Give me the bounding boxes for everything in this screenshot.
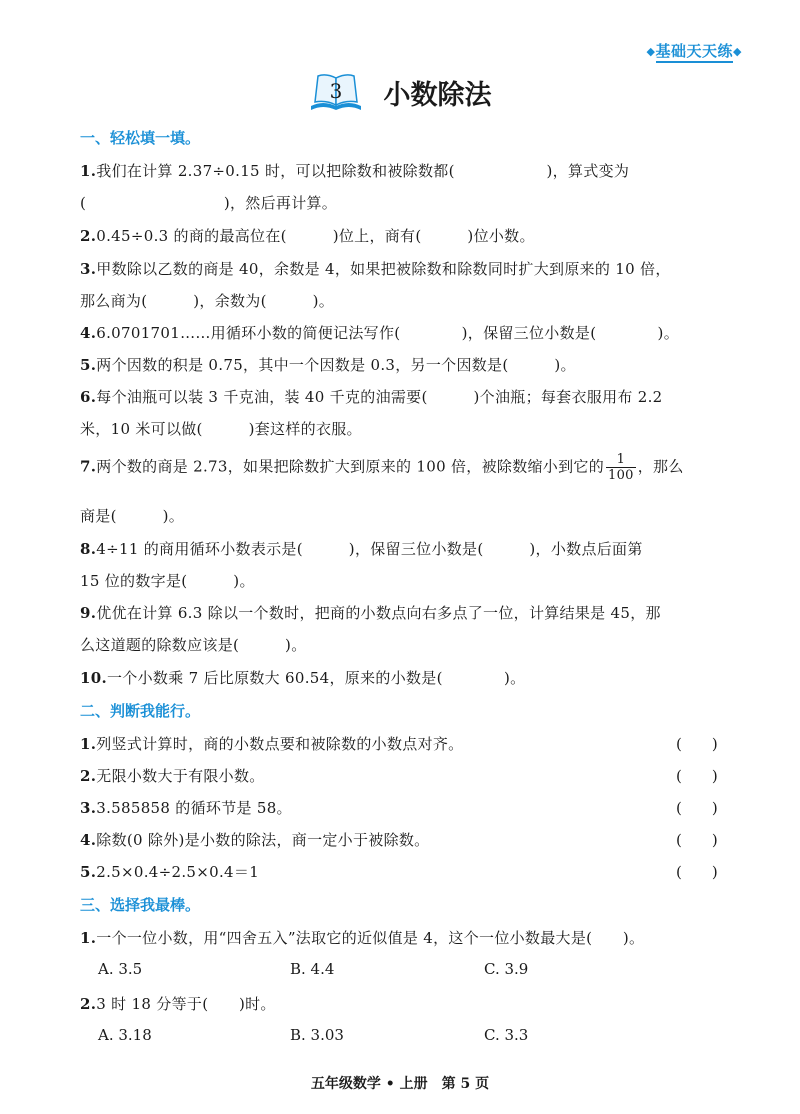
- judge-q5: 5.2.5×0.4÷2.5×0.4＝1: [80, 863, 260, 881]
- fill-q3-line2: 那么商为( )，余数为( )。: [80, 292, 335, 310]
- lesson-header: [0, 72, 800, 112]
- fill-q2: 2.0.45÷0.3 的商的最高位在( )位上，商有( )位小数。: [80, 227, 535, 245]
- judge-q4: 4.除数(0 除外)是小数的除法，商一定小于被除数。: [80, 831, 430, 849]
- choice-q1-option-b: B. 4.4: [290, 960, 335, 978]
- judge-q5-answer: ( ): [676, 863, 718, 881]
- section-choice-heading: 三、选择我最棒。: [80, 896, 201, 914]
- series-badge: [647, 40, 742, 61]
- fill-q4: 4.6.0701701……用循环小数的简便记法写作( )，保留三位小数是( )。: [80, 324, 679, 342]
- judge-q2-answer: ( ): [676, 767, 718, 785]
- choice-q2: 2.3 时 18 分等于( )时。: [80, 995, 276, 1013]
- judge-q2: 2.无限小数大于有限小数。: [80, 767, 265, 785]
- section-fill-heading: 一、轻松填一填。: [80, 129, 201, 147]
- judge-q1: 1.列竖式计算时，商的小数点要和被除数的小数点对齐。: [80, 735, 464, 753]
- judge-q4-answer: ( ): [676, 831, 718, 849]
- fill-q10: 10.一个小数乘 7 后比原数大 60.54，原来的小数是( )。: [80, 669, 526, 687]
- diamond-icon: ◆: [733, 45, 742, 58]
- diamond-icon: ◆: [646, 45, 656, 58]
- choice-q2-option-b: B. 3.03: [290, 1026, 344, 1044]
- fill-q9-line1: 9.优优在计算 6.3 除以一个数时，把商的小数点向右多点了一位，计算结果是 45，那: [80, 604, 661, 622]
- fill-q7-line1: 7.两个数的商是 2.73，如果把除数扩大到原来的 100 倍，被除数缩小到它的 $\frac{1}{100}$ ，那么: [80, 452, 684, 483]
- choice-q2-option-c: C. 3.3: [484, 1026, 529, 1044]
- badge-label: 基础天天练: [656, 42, 734, 63]
- section-judge-heading: 二、判断我能行。: [80, 702, 201, 720]
- fraction-one-hundredth: $\frac{1}{100}$: [608, 452, 634, 483]
- choice-q1-option-a: A. 3.5: [98, 960, 143, 978]
- choice-q1-option-c: C. 3.9: [484, 960, 529, 978]
- fill-q6-line1: 6.每个油瓶可以装 3 千克油，装 40 千克的油需要( )个油瓶；每套衣服用布 2.2: [80, 388, 663, 406]
- fill-q8-line1: 8.4÷11 的商用循环小数表示是( )，保留三位小数是( )，小数点后面第: [80, 540, 643, 558]
- judge-q3: 3.3.585858 的循环节是 58。: [80, 799, 292, 817]
- fill-q9-line2: 么这道题的除数应该是( )。: [80, 636, 307, 654]
- fill-q3-line1: 3.甲数除以乙数的商是 40，余数是 4，如果把被除数和除数同时扩大到原来的 10 倍，: [80, 260, 671, 278]
- fill-q1-line1: 1.我们在计算 2.37÷0.15 时，可以把除数和被除数都( )，算式变为: [80, 162, 630, 180]
- page-footer: 五年级数学 • 上册 第 5 页: [310, 1076, 490, 1092]
- fill-q8-line2: 15 位的数字是( )。: [80, 572, 255, 590]
- choice-q1: 1.一个一位小数，用“四舍五入”法取它的近似值是 4，这个一位小数最大是( )。: [80, 929, 645, 947]
- lesson-title: 小数除法: [383, 79, 492, 111]
- choice-q2-option-a: A. 3.18: [98, 1026, 152, 1044]
- fill-q6-line2: 米，10 米可以做( )套这样的衣服。: [80, 420, 362, 438]
- open-book-icon: [308, 72, 364, 112]
- judge-q3-answer: ( ): [676, 799, 718, 817]
- lesson-number: 3: [330, 79, 343, 103]
- fill-q5: 5.两个因数的积是 0.75，其中一个因数是 0.3，另一个因数是( )。: [80, 356, 576, 374]
- judge-q1-answer: ( ): [676, 735, 718, 753]
- fill-q7-line2: 商是( )。: [80, 507, 185, 525]
- fill-q1-line2: ( )，然后再计算。: [80, 194, 338, 212]
